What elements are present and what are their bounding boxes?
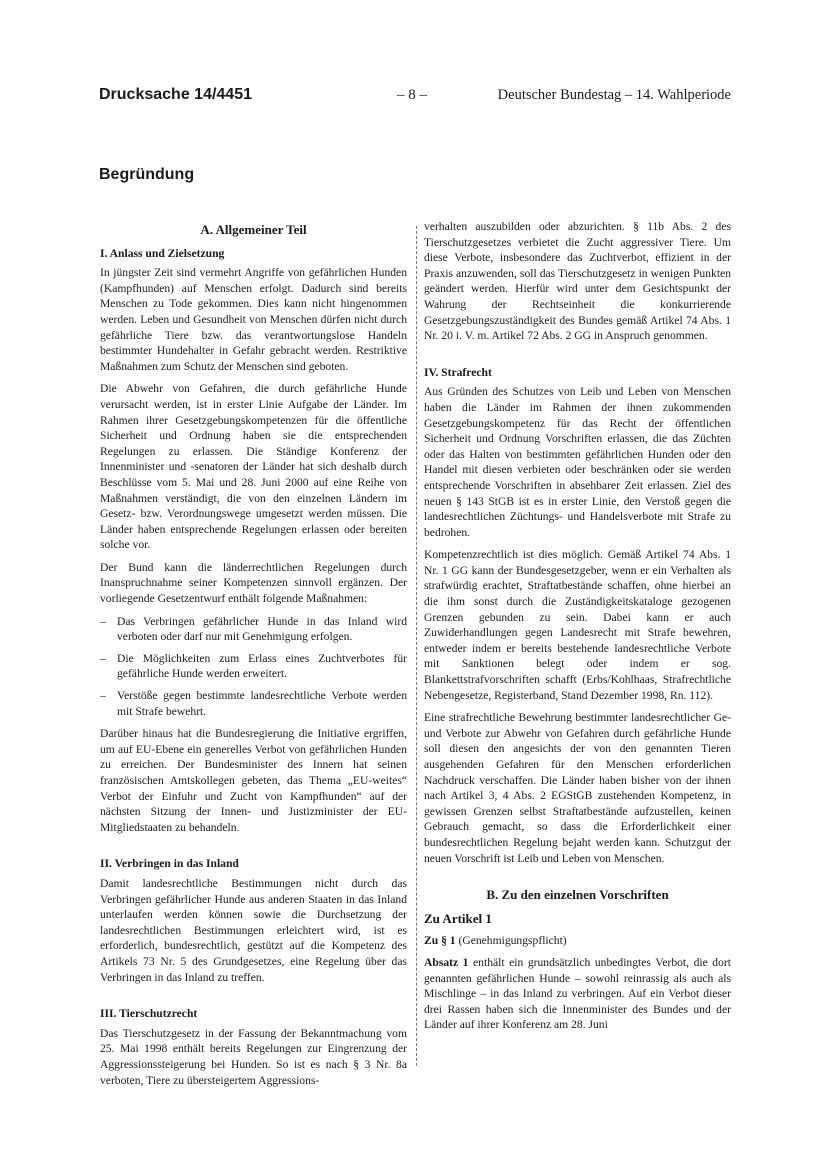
- paragraph: Der Bund kann die länderrechtlichen Regelungen durch Inanspruchnahme seiner Kompetenzen sinnvoll ergänzen. Der vorliegende Gesetzentwurf enthält folgende Maßnahmen:: [100, 560, 407, 606]
- paragraph: Damit landesrechtliche Bestimmungen nicht durch das Verbringen gefährlicher Hunde aus anderen Staaten in das Inland unterlaufen werden können sowie die Durchsetzung der landesrechtlichen Bestimmungen erleichtert wird, ist es erforderlich, bundesrechtlich, gestützt auf die Kompetenz des Artikels 73 Nr. 5 des Grundgesetzes, eine Regelung über das Verbringen in das Inland zu treffen.: [100, 876, 407, 984]
- parliament-term: Deutscher Bundestag – 14. Wahlperiode: [497, 87, 731, 103]
- paragraph: Darüber hinaus hat die Bundesregierung die Initiative ergriffen, um auf EU-Ebene ein generelles Verbot von gefährlichen Hunden zu erreichen. Der Bundesminister des Innern hat seinen französischen Amtskollegen gebeten, das Thema „EU-weites“ Verbot der Einfuhr und Zucht von Kampfhunden“ auf der nächsten Sitzung der Innen- und Justizminister der EU-Mitgliedstaaten zu behandeln.: [100, 727, 407, 834]
- measures-list: [100, 614, 407, 720]
- paragraph-section-heading: [424, 933, 731, 949]
- paragraph: Aus Gründen des Schutzes von Leib und Leben von Menschen haben die Länder im Rahmen der ihnen zukommenden Gesetzgebungskompetenz für das Recht der öffentlichen Sicherheit und Ordnung Vorschriften erlassen, die das Züchten oder das Halten von bestimmten gefährlichen Hunden oder den Handel mit diesen verbieten oder beschränken oder sie werden entsprechende Vorschriften in absehbarer Zeit erlassen. Ziel des neuen § 143 StGB ist es in erster Linie, den Verstoß gegen die landesrechtlichen Züchtungs- und Handelsverbote mit Strafe zu bedrohen.: [424, 385, 731, 539]
- list-item: – Verstöße gegen bestimmte landesrechtliche Verbote werden mit Strafe bewehrt.: [100, 688, 407, 719]
- spacer: [424, 873, 731, 887]
- section-heading-anlass: I. Anlass und Zielsetzung: [100, 246, 225, 260]
- paragraph: [424, 955, 731, 1033]
- section-heading-verbringen: II. Verbringen in das Inland: [100, 857, 239, 871]
- column-divider: [416, 226, 417, 1066]
- spacer: [100, 992, 407, 1006]
- section-heading-strafrecht: IV. Strafrecht: [424, 365, 492, 379]
- paragraph: Eine strafrechtliche Bewehrung bestimmter landesrechtlicher Ge- und Verbote zur Abwehr von Gefahren durch gefährliche Hunde soll diesen den angesichts der von den genannten Tieren ausgehenden Gefahren für den Menschen erforderlichen Nachdruck verschaffen. Die Länder haben bisher von der ihnen nach Artikel 3, 4 Abs. 2 EGStGB zustehenden Kompetenz, in gewissen Grenzen selbst Straftatbestände aufzustellen, keinen Gebrauch gemacht, so dass die Erforderlichkeit einer bundesrechtlichen Regelung bejaht werden kann. Schutzgut der neuen Vorschrift ist Leib und Leben von Menschen.: [424, 711, 731, 865]
- page-header: [99, 86, 731, 108]
- absatz-text: enthält ein grundsätzlich unbedingtes Verbot, die dort genannten gefährlichen Hunde – sowohl reinrassig als auch als Mischlinge – in das Inland zu verbringen. Auf ein Verbot dieser drei Rassen haben sich die Innenminister des Bundes und der Länder auf ihrer Konferenz am 28. Juni: [424, 955, 731, 1032]
- page-title: Begründung: [99, 166, 195, 183]
- paragraph: Kompetenzrechtlich ist dies möglich. Gemäß Artikel 74 Abs. 1 Nr. 1 GG kann der Bundesgesetzgeber, wenn er ein Verhalten als strafwürdig erachtet, Straftatbestände schaffen, ohne hierbei an die ihm sonst durch die Zuständigkeitskataloge gezogenen Grenzen gebunden zu sein. Dabei kann er auch Zuwiderhandlungen gegen Landesrecht mit Strafe bewehren, entweder indem er bereits bestehende landesrechtliche Verbote mit Sanktionen belegt oder indem er sog. Blankettstrafvorschriften schafft (Erbs/Kohlhaas, Strafrechtliche Nebengesetze, Registerband, Stand Dezember 1998, Rn. 112).: [424, 548, 731, 702]
- spacer: [100, 842, 407, 856]
- list-item: – Das Verbringen gefährlicher Hunde in das Inland wird verboten oder darf nur mit Genehmigung erfolgen.: [100, 614, 407, 645]
- section-heading-tierschutzrecht: III. Tierschutzrecht: [100, 1007, 198, 1021]
- article-heading: Zu Artikel 1: [424, 910, 492, 926]
- left-column: [100, 222, 407, 1095]
- paragraph: Das Tierschutzgesetz in der Fassung der Bekanntmachung vom 25. Mai 1998 enthält bereits Regelungen zur Eingrenzung der Aggressionssteigerung bei Hunden. So ist es nach § 3 Nr. 8a verboten, Tiere zu übersteigertem Aggressions-: [100, 1026, 407, 1087]
- paragraph: verhalten auszubilden oder abzurichten. § 11b Abs. 2 des Tierschutzgesetzes verbietet die Zucht aggressiver Tiere. Um diese Verbote, insbesondere das Zuchtverbot, effizient in der Praxis anzuwenden, soll das Tierschutzgesetz in wenigen Punkten geändert werden. Hierfür wird unter dem Gesichtspunkt der Wahrung der Rechtseinheit die konkurrierende Gesetzgebungszuständigkeit des Bundes gemäß Artikel 74 Abs. 1 Nr. 20 i. V. m. Artikel 72 Abs. 2 GG in Anspruch genommen.: [424, 220, 731, 343]
- part-b-heading: B. Zu den einzelnen Vorschriften: [486, 887, 669, 903]
- spacer: [424, 351, 731, 365]
- absatz-label: Absatz 1: [424, 955, 469, 969]
- paragraph: In jüngster Zeit sind vermehrt Angriffe von gefährlichen Hunden (Kampfhunden) auf Menschen erfolgt. Dadurch sind bereits Menschen zu Tode gekommen. Dies kann nicht hingenommen werden. Leben und Gesundheit von Menschen dürfen nicht durch gefährliche Tiere bzw. das verantwortungslose Handeln bestimmter Hundehalter in Gefahr gebracht werden. Restriktive Maßnahmen zum Schutz der Menschen sind geboten.: [100, 266, 407, 373]
- right-column: [424, 219, 731, 1040]
- part-a-heading: A. Allgemeiner Teil: [200, 222, 307, 237]
- section-subtitle: (Genehmigungspflicht): [458, 934, 567, 948]
- paragraph: Die Abwehr von Gefahren, die durch gefährliche Hunde verursacht werden, ist in erster Linie Aufgabe der Länder. Im Rahmen ihrer Gesetzgebungskompetenzen für die öffentliche Sicherheit und Ordnung haben sie die entsprechenden Regelungen zu erlassen. Die Ständige Konferenz der Innenminister und -senatoren der Länder hat sich deshalb durch Beschlüsse vom 5. Mai und 28. Juni 2000 auf eine Reihe von Maßnahmen verständigt, die von den einzelnen Ländern im Gesetz- bzw. Verordnungswege umgesetzt werden müssen. Die Länder haben entsprechende Regelungen erlassen oder bereiten solche vor.: [100, 382, 407, 552]
- page-number: – 8 –: [397, 87, 427, 103]
- list-item: – Die Möglichkeiten zum Erlass eines Zuchtverbotes für gefährliche Hunde werden erweitert.: [100, 651, 407, 682]
- section-number: Zu § 1: [424, 934, 456, 948]
- document-number: Drucksache 14/4451: [99, 86, 252, 103]
